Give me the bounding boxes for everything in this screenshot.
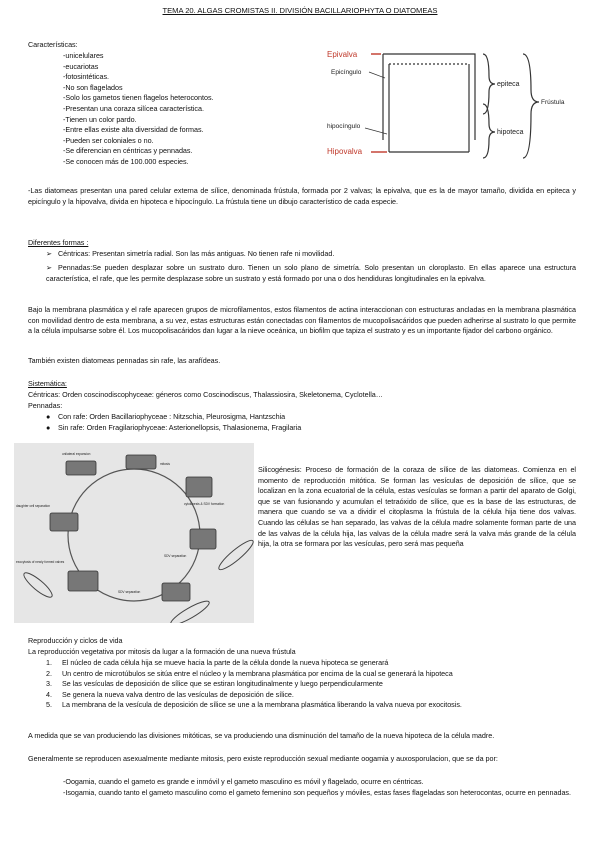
cycle-label: mitosis [160,462,170,466]
formas-footer: También existen diatomeas pennadas sin rafe, las arafídeas. [28,356,221,365]
cycle-label: exocytosis of newly formed valves [16,560,65,564]
reproduccion-p1: A medida que se van produciendo las divisiones mitóticas, se va produciendo una disminución del tamaño de la nueva hipoteca de la célula madre. [28,731,495,740]
bullet-icon: ● [46,423,51,432]
list-item: -Pueden ser coloniales o no. [63,135,154,145]
caracteristicas-list [63,51,214,168]
list-item: -Solo los gametos tienen flagelos heterocontos. [63,93,214,103]
arrow-bullet-icon: ➢ [46,263,53,272]
list-item: 4. Se genera la nueva valva dentro de las vesículas de deposición de sílice. [46,689,294,699]
reproduccion-isogamia: -Isogamia, cuando tanto el gameto masculino como el gameto femenino son pequeños y móviles, estas fases flageladas son heterocontas, ocurre en pennadas. [63,788,571,797]
sistematica-item-sin-rafe: ● Sin rafe: Orden Fragilariophyceae: Asterionellopsis, Thalasionema, Fragilaria [46,423,302,432]
list-item: -Se conocen más de 100.000 especies. [63,156,189,166]
label-epiteca: epiteca [497,81,520,88]
silicogenesis-paragraph: Silicogénesis: Proceso de formación de la coraza de sílice de las diatomeas. Comienza en el momento de reproducción mitótica. Se forman las vesículas de deposición de sílice, que se localizan en la zona ecuatorial de la célula, estas vesículas se forman a partir del aparato de Golgi, que se van fusionando y acumulan el tetraóxido de sílice, que es la base de las estructuras, de manera que cuando se va a dividir el citoplasma la frústula de la célula hija tiene dos valvas. Cuando las células se han separado, las valvas de la célula madre solamente forman parte de una de las valvas de la célula hija, las valvas de la célula madre será la valva más grande de la célula hija, la otra se formara por las vesículas, pero será mas pequeña [258,465,576,549]
reproduccion-oogamia: -Oogamia, cuando el gameto es grande e inmóvil y el gameto masculino es móvil y flagelado, ocurre en céntricas. [63,777,424,786]
cell-sdv-separation [190,529,216,549]
formas-heading: Diferentes formas : [28,238,89,247]
arrow-bullet-icon: ➢ [46,249,53,258]
caracteristicas-paragraph: -Las diatomeas presentan una pared celular externa de sílice, denominada frústula, formada por 2 valvas; la epivalva, que es la de mayor tamaño, dividida en epiteca y epicíngulo y la hipovalva, divida en hipoteca e hipocíngulo. La frústula tiene un dibujo característico de cada especie. [28,186,576,206]
reproduccion-intro: La reproducción vegetativa por mitosis da lugar a la formación de una nueva frústula [28,647,296,656]
cycle-label: daughter cell separation [16,504,51,508]
formas-item-pennadas: ➢ Pennadas:Se pueden desplazar sobre un sustrato duro. Tienen un solo plano de simetría. Solo presentan un cloroplasto. En ellas aparece una estructura característica, el rafe, que les permite desplazase sobre un sustrato y está formado por una o dos hendiduras longitudinales en la epivalva. [46,263,576,283]
cycle-label: SDV separation [164,554,187,558]
list-item: 1. El núcleo de cada célula hija se mueve hacia la parte de la célula donde la nueva hipoteca se generará [46,658,389,667]
sistematica-pennadas: Pennadas: [28,401,63,410]
hipoteca-bracket [483,104,495,158]
label-hipovalva: Hipovalva [327,147,363,156]
list-item: -eucariotas [63,61,99,71]
list-item: 5. La membrana de la vesícula de deposición de sílice se une a la membrana plasmática liberando la valva nueva por exocitosis. [46,700,462,710]
list-item: 2. Un centro de microtúbulos se sitúa entre el núcleo y la membrana plasmática por encima de la cual se generará la hipoteca [46,668,453,678]
list-item: -Se diferencian en céntricas y pennadas. [63,146,193,156]
list-item: -fotosintéticas. [63,72,110,82]
cell-daughter [50,513,78,531]
cycle-label: SDV separation [118,590,141,594]
sistematica-item-con-rafe: ● Con rafe: Orden Bacillariophyceae : Nitzschia, Pleurosigma, Hantzschia [46,412,286,421]
cell-exocytosis [68,571,98,591]
frustula-bracket [523,54,539,158]
cell-sdv-separation-2 [162,583,190,601]
list-item: 3. Se las vesículas de deposición de sílice que se estiran longitudinalmente y luego perpendicularmente [46,679,383,689]
page-title: TEMA 20. ALGAS CROMISTAS II. DIVISIÓN BACILLARIOPHYTA O DIATOMEAS [162,6,438,15]
label-epicingulo: Epicíngulo [331,69,362,76]
list-item: -Presentan una coraza silícea característica. [63,103,204,113]
cell-mitosis [126,455,156,469]
formas-paragraph: Bajo la membrana plasmática y el rafe aparecen grupos de microfilamentos, estos filamentos de actina interaccionan con estructuras ancladas en la membrana plasmática con movilidad dentro de esta membrana, a su vez, estas estructuras están conectadas con filamentos de mucopolisacáridos que pueden adherirse al sustrato lo que permite a la célula impulsarse sobre él. Los mucopolisacáridos dan lugar a la nieve oceánica, un biofilm que tapiza el sustrato y es un importante fijador del carbono orgánico. [28,305,576,336]
list-item: -Entre ellas existe alta diversidad de formas. [63,125,204,135]
epiteca-outline [383,54,475,140]
cycle-label: unilateral expansion [62,452,91,456]
caracteristicas-heading: Características: [28,40,78,49]
diagram-background [14,443,254,623]
list-item: -No son flagelados [63,82,123,92]
reproduccion-p2: Generalmente se reproducen asexualmente mediante mitosis, pero existe reproducción sexual mediante oogamia y auxosporulacion, que se da por: [28,754,498,763]
sistematica-heading: Sistemática: [28,379,67,388]
label-frustula: Frústula [541,99,565,106]
cell-expansion [66,461,96,475]
formas-item-centricas: ➢ Céntricas: Presentan simetría radial. Son las más antiguas. No tienen rafe ni movilidad. [46,249,335,258]
reproduccion-steps [46,658,462,711]
frustule-diagram [325,40,575,180]
list-item: -unicelulares [63,51,104,60]
reproduccion-heading: Reproducción y ciclos de vida [28,636,123,645]
sistematica-centricas: Céntricas: Orden coscinodiscophyceae: géneros como Coscinodiscus, Thalassiosira, Skeletonema, Cyclotella… [28,390,383,399]
list-item: -Tienen un color pardo. [63,114,137,124]
label-epivalva: Epivalva [327,50,358,59]
hipocingulo-pointer [365,128,387,134]
cell-cycle-diagram [14,443,254,623]
label-hipocingulo: hipocíngulo [327,123,361,130]
cycle-label: cytokinesis & SDV formation [184,502,225,506]
label-hipoteca: hipoteca [497,129,524,136]
cell-cytokinesis [186,477,212,497]
bullet-icon: ● [46,412,51,421]
